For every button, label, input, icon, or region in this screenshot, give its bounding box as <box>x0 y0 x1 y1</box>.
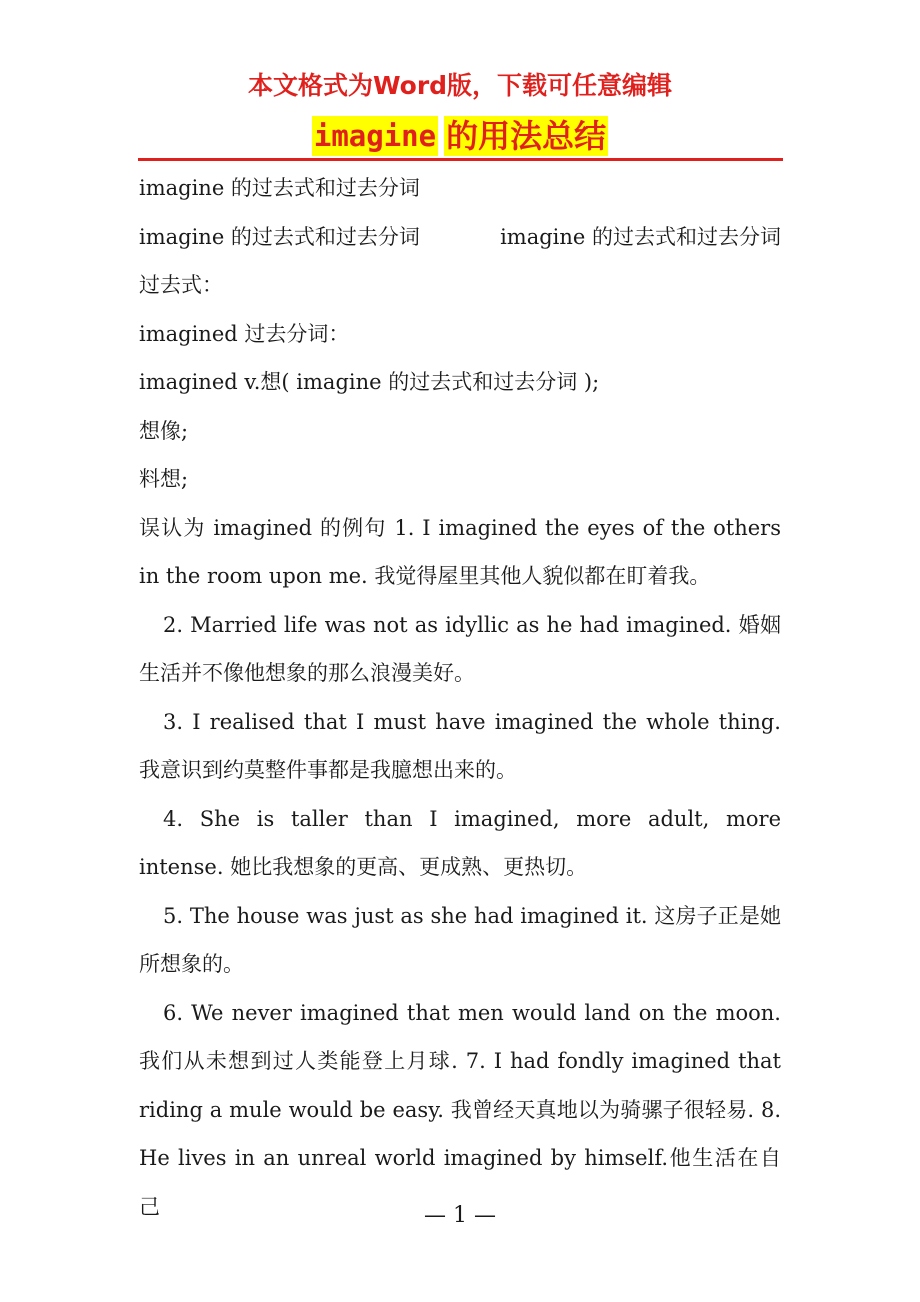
example-paragraph-6: 6. We never imagined that men would land on the moon. 我们从未想到过人类能登上月球. 7. I had fondly imagined that riding a mule would be easy. 我曾经天真地以为骑骡子很轻易. 8. He lives in an unreal world imagined by himself.他生活在自己 <box>139 1000 781 1219</box>
body-line-1: imagine 的过去式和过去分词 <box>139 176 420 200</box>
example-paragraph-1: 误认为 imagined 的例句 1. I imagined the eyes of the others in the room upon me. 我觉得屋里其他人貌似都在盯着我。 <box>139 515 781 588</box>
format-notice: 本文格式为Word版，下载可任意编辑 <box>247 71 673 100</box>
example-paragraph-2: 2. Married life was not as idyllic as he had imagined. 婚姻生活并不像他想象的那么浪漫美好。 <box>139 612 781 685</box>
body-line-6: 想像; <box>139 418 189 443</box>
body-line-4: imagined 过去分词： <box>139 321 350 346</box>
body-line-5: imagined v.想( imagine 的过去式和过去分词 ); <box>139 370 600 394</box>
title-keyword: imagine <box>312 116 438 156</box>
page-title <box>0 116 920 156</box>
body-line-2-right: imagine 的过去式和过去分词 <box>500 224 781 249</box>
body-line-7: 料想; <box>139 467 189 491</box>
body-line-3: 过去式： <box>139 273 223 297</box>
example-paragraph-3: 3. I realised that I must have imagined the whole thing. 我意识到约莫整件事都是我臆想出来的。 <box>139 709 781 782</box>
document-body <box>139 164 781 1231</box>
title-suffix: 的用法总结 <box>446 117 607 155</box>
page-number: — 1 — <box>424 1203 496 1228</box>
example-paragraph-4: 4. She is taller than I imagined, more adult, more intense. 她比我想象的更高、更成熟、更热切。 <box>139 806 781 879</box>
example-paragraph-5: 5. The house was just as she had imagined it. 这房子正是她所想象的。 <box>139 903 781 976</box>
body-line-2-left: imagine 的过去式和过去分词 <box>139 224 420 249</box>
title-divider <box>138 158 783 161</box>
body-line-2 <box>139 213 781 262</box>
